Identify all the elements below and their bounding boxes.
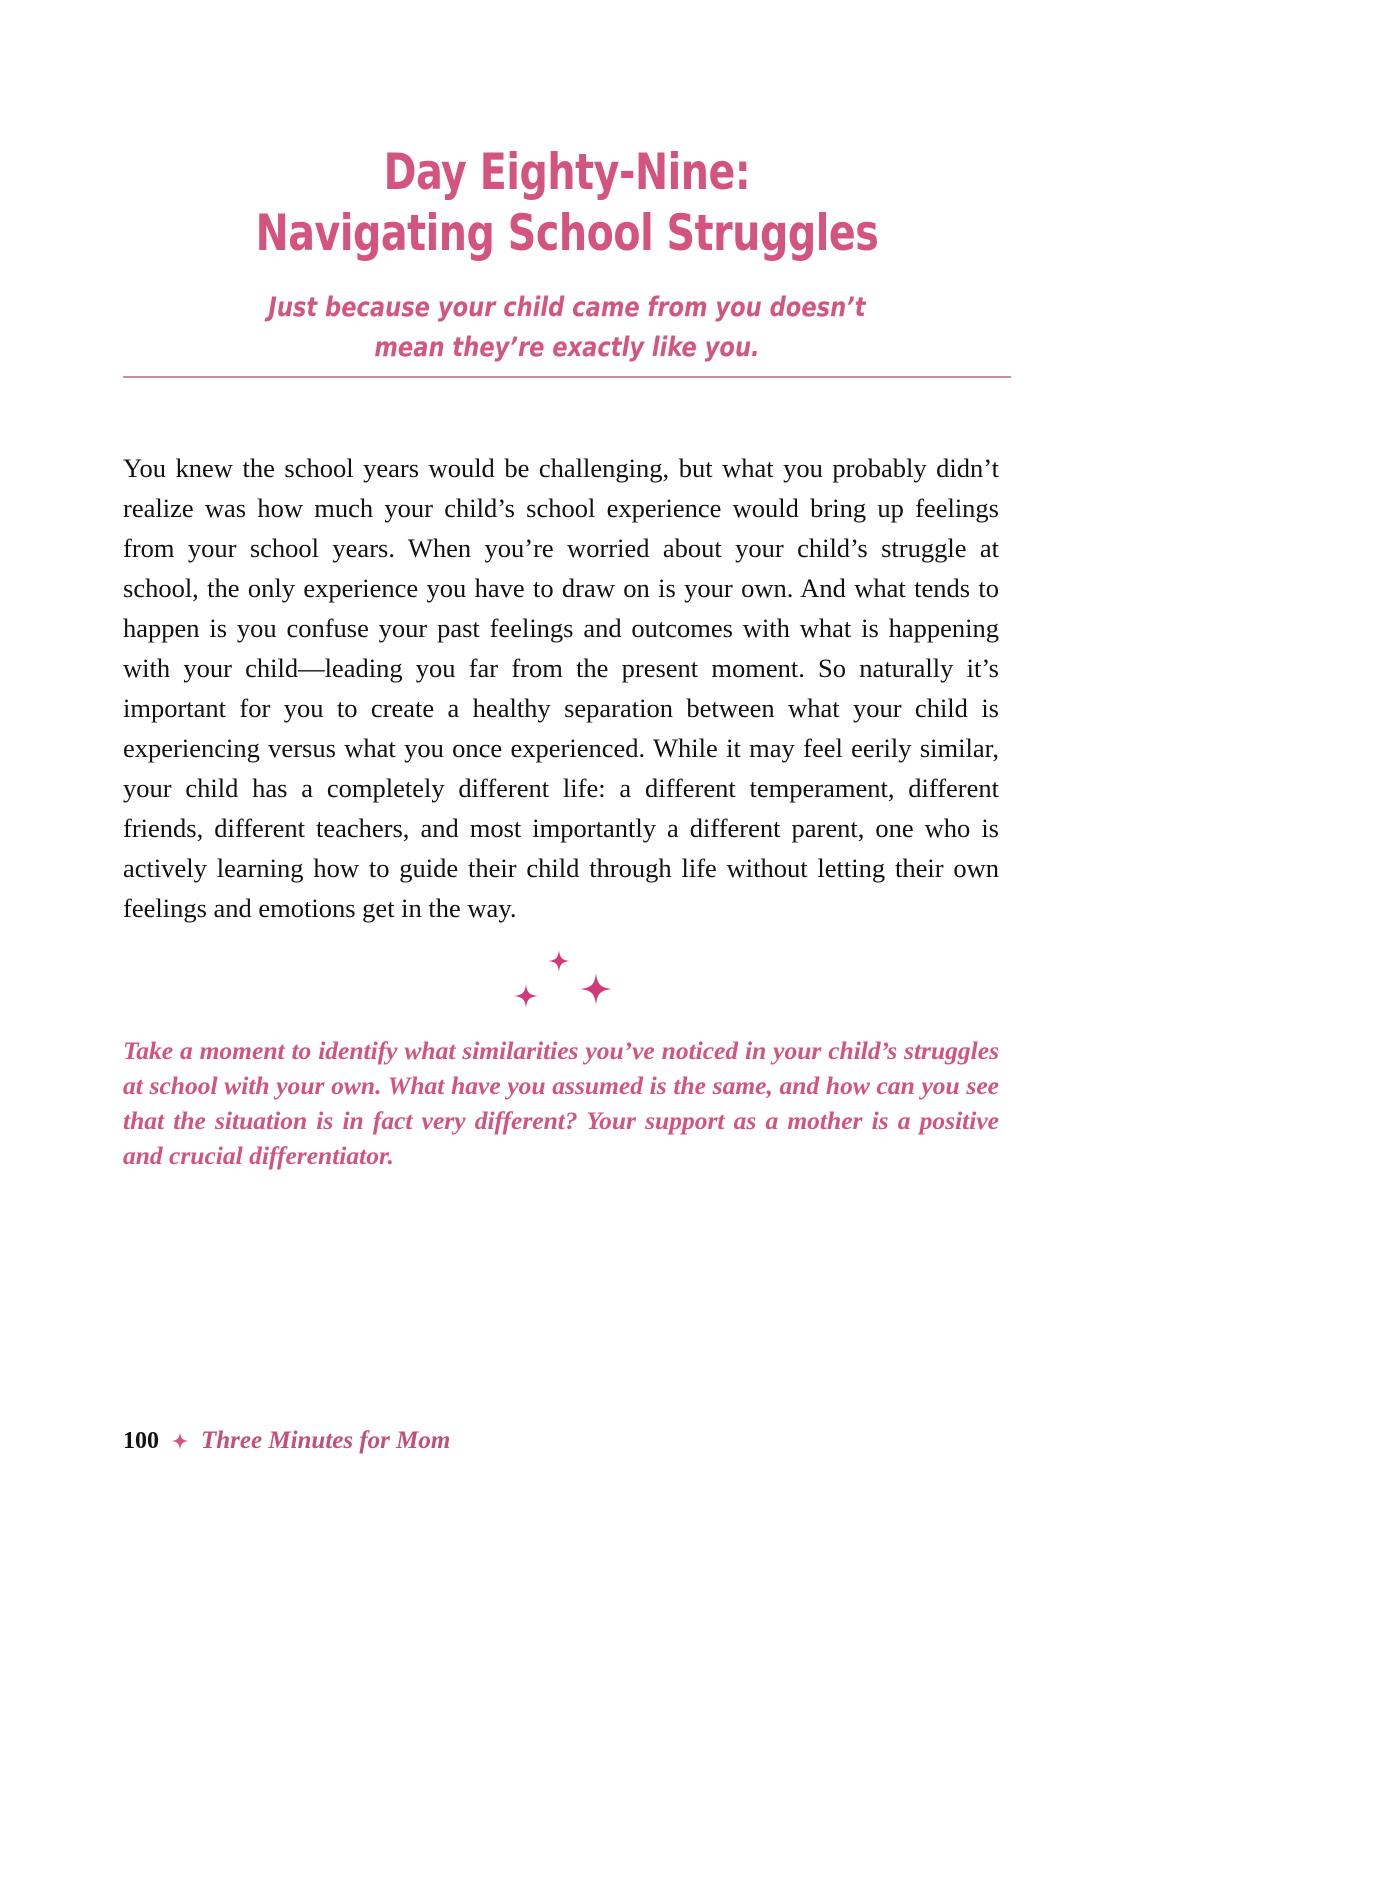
body-paragraph: You knew the school years would be challenging, but what you probably didn’t realize was how much your child’s school experience would bring up feelings from your school years. When you’re worried about your child’s struggle at school, the only experience you have to draw on is your own. And what tends to happen is you confuse your past feelings and outcomes with what is happening with your child—leading you far from the present moment. So naturally it’s important for you to create a healthy separation between what your child is experiencing versus what you once experienced. While it may feel eerily similar, your child has a completely different life: a different temperament, different friends, different teachers, and most importantly a different parent, one who is actively learning how to guide their child through life without letting their own feelings and emotions get in the way. bbox=[123, 453, 999, 923]
epigraph bbox=[154, 288, 980, 368]
page-title-line-1: Day Eighty-Nine: bbox=[383, 142, 751, 201]
page-title bbox=[176, 142, 957, 265]
epigraph-line-1: Just because your child came from you doesn’t bbox=[268, 292, 866, 323]
header-divider-rule bbox=[123, 376, 1011, 378]
reflection-prompt-text: Take a moment to identify what similarities you’ve noticed in your child’s struggles at school with your own. What have you assumed is the same, and how can you see that the situation is in fact very different? Your support as a mother is a positive and crucial differentiator. bbox=[123, 1036, 999, 1170]
page-title-line-2: Navigating School Struggles bbox=[255, 204, 879, 262]
page-footer bbox=[123, 1427, 450, 1455]
body-text bbox=[123, 448, 999, 928]
sparkle-icon bbox=[171, 1432, 189, 1450]
sparkle-icon bbox=[514, 984, 538, 1008]
page-number: 100 bbox=[123, 1428, 159, 1454]
sparkle-icon bbox=[548, 950, 570, 972]
sparkle-ornament bbox=[123, 940, 1011, 1030]
epigraph-line-2: mean they’re exactly like you. bbox=[374, 331, 760, 363]
sparkle-icon bbox=[580, 973, 612, 1005]
reflection-prompt bbox=[123, 1033, 999, 1173]
running-title: Three Minutes for Mom bbox=[201, 1427, 451, 1454]
